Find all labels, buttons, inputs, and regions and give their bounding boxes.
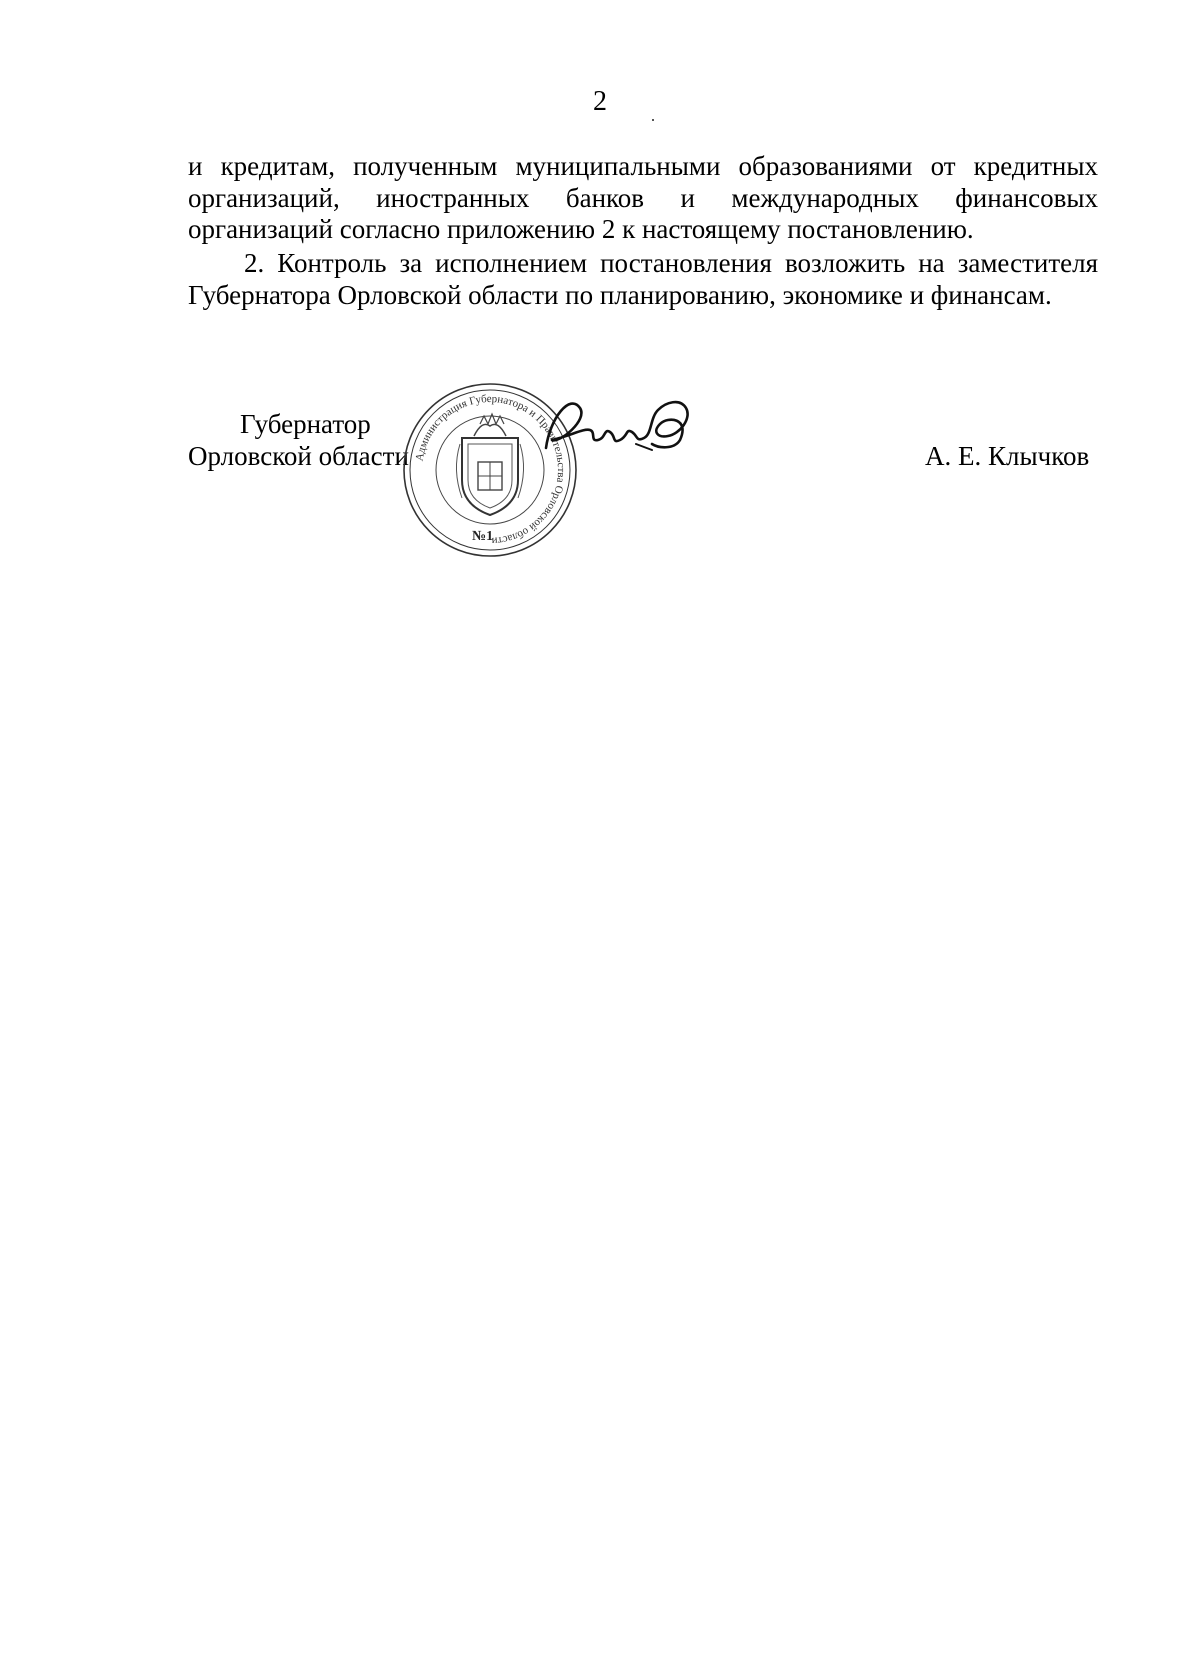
seal-ring-text: Администрация Губернатора и Правительства Орловской области	[413, 392, 568, 548]
signatory-name: А. Е. Клычков	[925, 441, 1090, 471]
paragraph-1-line-2: организаций, иностранных банков и международных финансовых	[188, 182, 1098, 213]
signatory-title	[188, 408, 409, 472]
paragraph-2	[188, 248, 1098, 311]
signatory-title-line-2: Орловской области	[188, 441, 409, 471]
paragraph-2-line-2: Губернатора Орловской области по планированию, экономике и финансам.	[188, 279, 1052, 310]
paragraph-2-line-1: 2. Контроль за исполнением постановления возложить на заместителя	[244, 248, 1098, 278]
handwritten-signature-icon	[540, 388, 700, 478]
signatory-title-line-1: Губернатор	[240, 409, 371, 439]
paragraph-1-line-1: и кредитам, полученным муниципальными образованиями от кредитных	[188, 151, 1098, 181]
scan-speck	[652, 119, 654, 121]
paragraph-1	[188, 151, 1098, 246]
paragraph-1-line-3: организаций согласно приложению 2 к настоящему постановлению.	[188, 214, 974, 244]
page-number: 2	[593, 86, 607, 117]
seal-number: №1	[472, 529, 494, 544]
